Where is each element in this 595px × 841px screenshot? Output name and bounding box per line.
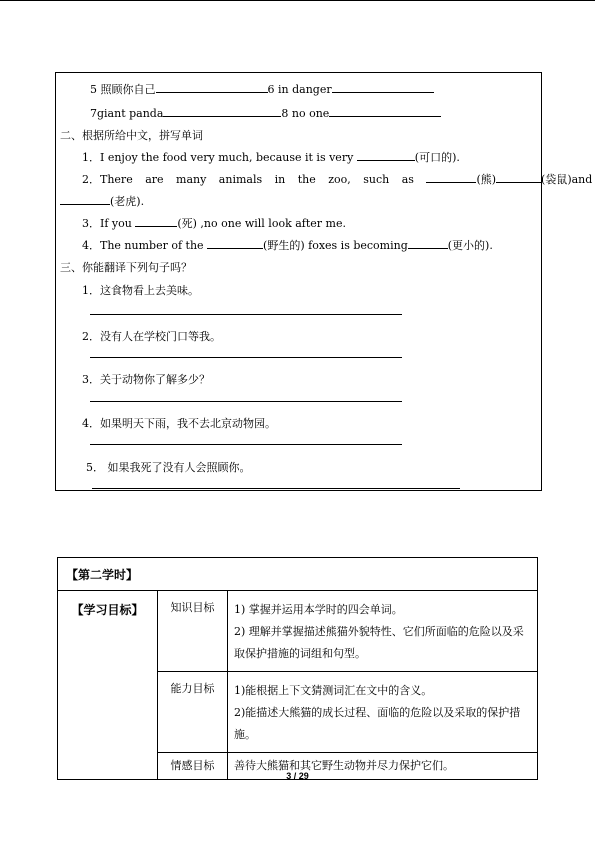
vocab-item-5: 5 照顾你自己 — [90, 83, 156, 96]
vocab-item-6: 6 in danger — [267, 83, 332, 96]
answer-line-4[interactable] — [90, 444, 402, 445]
vocab-item-7: 7giant panda — [90, 107, 164, 120]
s3-question-2: 2．没有人在学校门口等我。 — [82, 330, 221, 343]
s3-question-3: 3．关于动物你了解多少？ — [82, 373, 210, 386]
answer-line-3[interactable] — [90, 401, 402, 402]
knowledge-goal-2: 2) 理解并掌握描述熊猫外貌特性、它们所面临的危险以及采取保护措施的词组和句型。 — [234, 625, 524, 660]
knowledge-label: 知识目标 — [158, 591, 228, 672]
emotion-goal-1: 善待大熊猫和其它野生动物并尽力保护它们。 — [234, 759, 454, 772]
answer-line-2[interactable] — [90, 357, 402, 358]
page-number: 3 / 29 — [286, 771, 309, 781]
s2-question-3: 3．If you (死) ,no one will look after me. — [82, 217, 346, 230]
answer-line-5[interactable] — [92, 488, 460, 489]
s3-question-1: 1．这食物看上去美味。 — [82, 284, 199, 297]
top-rule — [0, 0, 595, 1]
section2-title: 二、根据所给中文，拼写单词 — [60, 129, 203, 142]
s3-question-5: 5． 如果我死了没有人会照顾你。 — [86, 461, 251, 474]
exercise-box — [55, 72, 593, 491]
vocab-item-8: 8 no one — [281, 107, 330, 120]
goals-label: 【学习目标】 — [58, 591, 158, 780]
knowledge-goal-1: 1) 掌握并运用本学时的四会单词。 — [234, 603, 403, 616]
ability-goal-1: 1)能根据上下文猜测词汇在文中的含义。 — [234, 684, 433, 697]
ability-content — [228, 672, 538, 753]
s3-question-4: 4．如果明天下雨，我不去北京动物园。 — [82, 417, 276, 430]
ability-goal-2: 2)能描述大熊猫的成长过程、面临的危险以及采取的保护措施。 — [234, 706, 521, 741]
s2-question-4: 4．The number of the (野生的) foxes is becoming (更小的). — [82, 239, 493, 252]
s2-question-1: 1．I enjoy the food very much, because it is very (可口的). — [82, 151, 460, 164]
ability-label: 能力目标 — [158, 672, 228, 753]
lesson-table — [57, 557, 538, 780]
knowledge-content — [228, 591, 538, 672]
vocab-row-1 — [90, 81, 434, 97]
vocab-row-2 — [90, 105, 441, 120]
emotion-label: 情感目标 — [158, 753, 228, 780]
lesson-header: 【第二学时】 — [58, 558, 538, 591]
answer-line-1[interactable] — [90, 314, 402, 315]
s2-question-2: 2．There are many animals in the zoo, such as (熊) (袋鼠)and — [82, 173, 593, 186]
s2-question-2-cont: (老虎). — [60, 193, 144, 209]
section3-title: 三、你能翻译下列句子吗？ — [60, 261, 192, 274]
